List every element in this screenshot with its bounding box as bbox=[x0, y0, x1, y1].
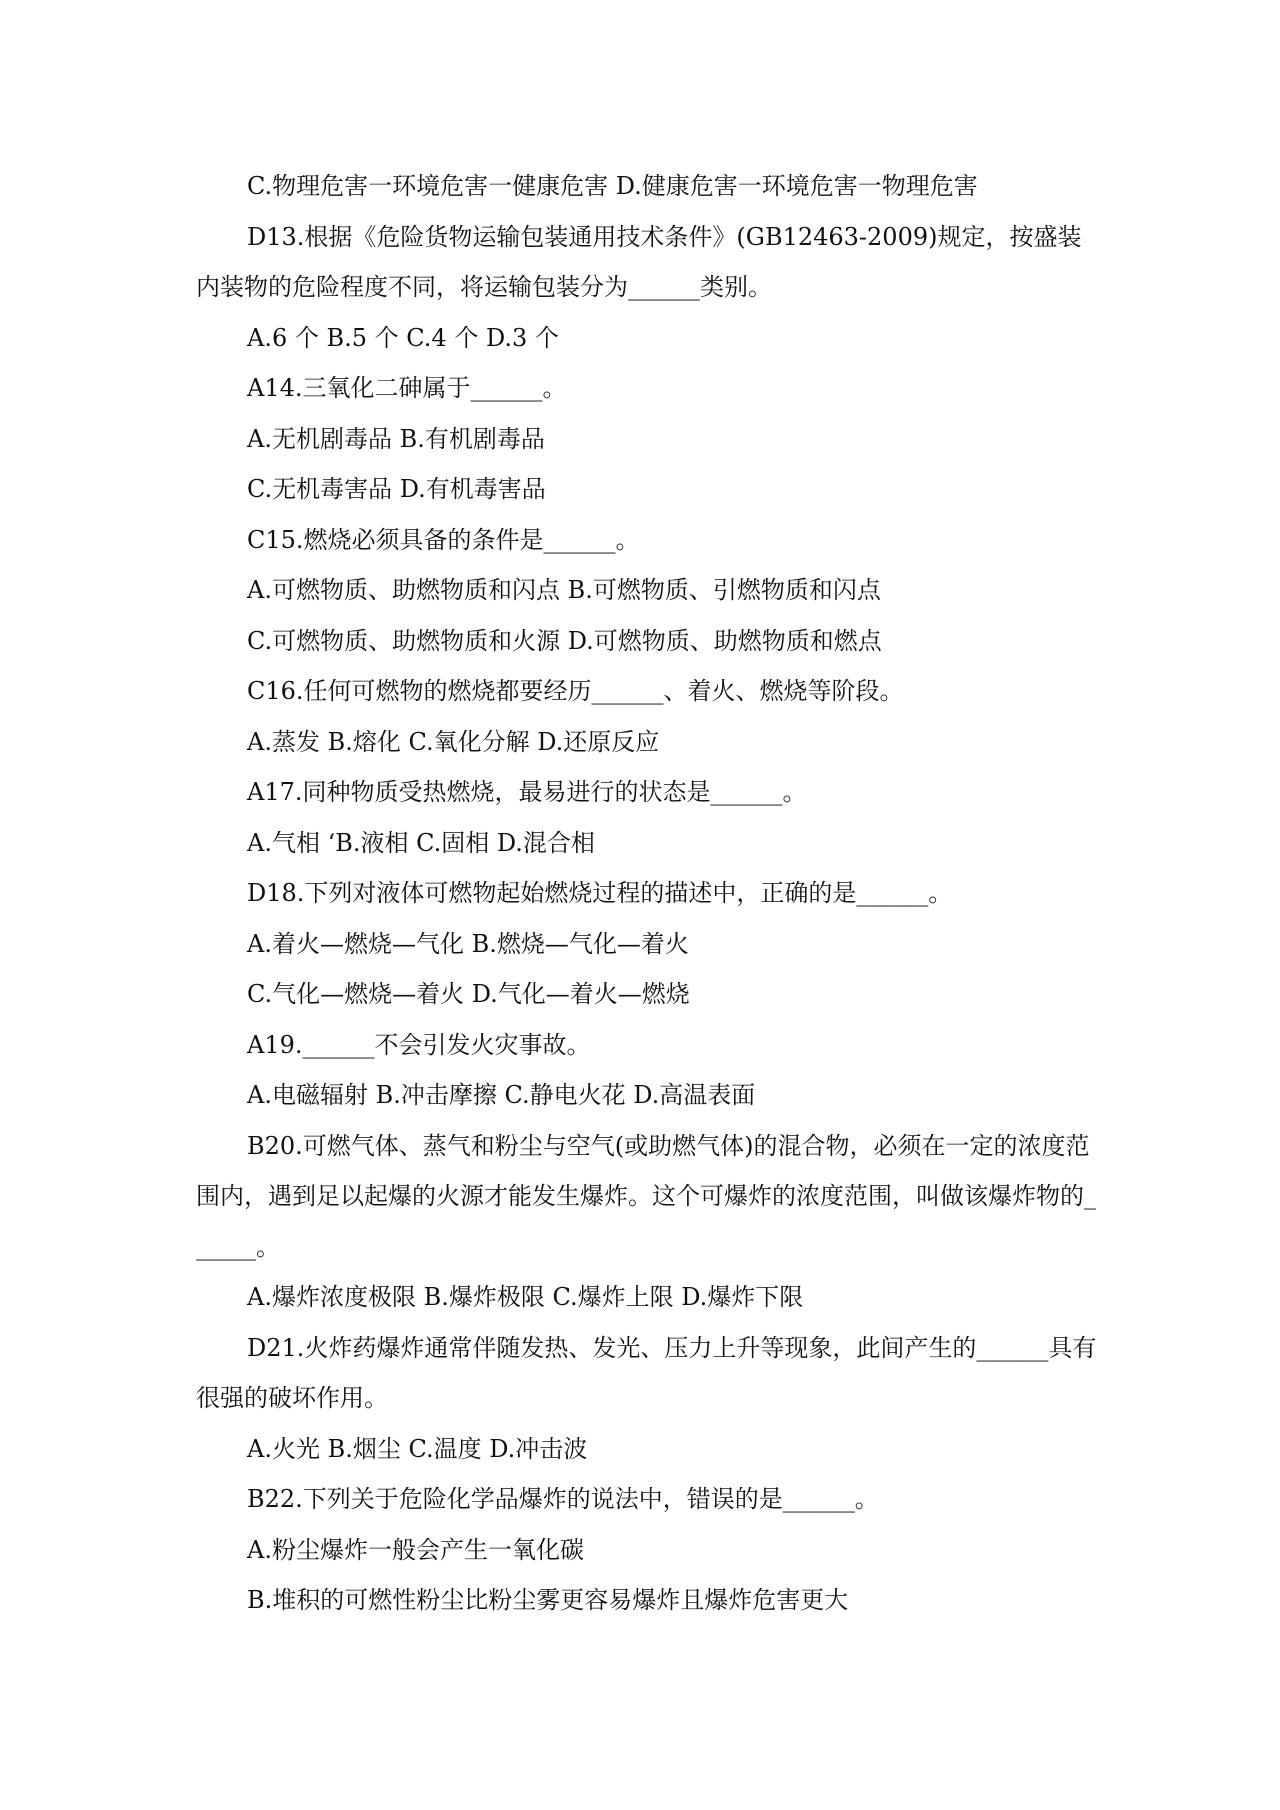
answer-options-q21: A.火光 B.烟尘 C.温度 D.冲击波 bbox=[247, 1434, 588, 1463]
question-19: A19.______不会引发火灾事故。 bbox=[247, 1030, 591, 1059]
question-16: C16.任何可燃物的燃烧都要经历______、着火、燃烧等阶段。 bbox=[247, 677, 904, 705]
answer-options-q13: A.6 个 B.5 个 C.4 个 D.3 个 bbox=[247, 323, 559, 352]
answer-options-q15-ab: A.可燃物质、助燃物质和闪点 B.可燃物质、引燃物质和闪点 bbox=[247, 576, 881, 604]
answer-options-q15-cd: C.可燃物质、助燃物质和火源 D.可燃物质、助燃物质和燃点 bbox=[247, 626, 882, 655]
answer-options-q18-cd: C.气化—燃烧—着火 D.气化—着火—燃烧 bbox=[247, 980, 690, 1008]
answer-option-q22-a: A.粉尘爆炸一般会产生一氧化碳 bbox=[247, 1535, 584, 1564]
question-18: D18.下列对液体可燃物起始燃烧过程的描述中，正确的是______。 bbox=[247, 879, 953, 907]
question-14: A14.三氧化二砷属于______。 bbox=[247, 374, 567, 402]
answer-options-q12-cd: C.物理危害一环境危害一健康危害 D.健康危害一环境危害一物理危害 bbox=[247, 172, 978, 200]
question-17: A17.同种物质受热燃烧，最易进行的状态是______。 bbox=[247, 778, 807, 806]
question-13: D13.根据《危险货物运输包装通用技术条件》(GB12463-2009)规定，按盛装内装物的危险程度不同，将运输包装分为______类别。 bbox=[196, 222, 1082, 301]
question-22: B22.下列关于危险化学品爆炸的说法中，错误的是______。 bbox=[247, 1485, 879, 1513]
answer-options-q18-ab: A.着火—燃烧—气化 B.燃烧—气化—着火 bbox=[247, 929, 689, 958]
answer-options-q20: A.爆炸浓度极限 B.爆炸极限 C.爆炸上限 D.爆炸下限 bbox=[247, 1283, 804, 1311]
answer-option-q22-b: B.堆积的可燃性粉尘比粉尘雾更容易爆炸且爆炸危害更大 bbox=[247, 1586, 849, 1614]
answer-options-q14-ab: A.无机剧毒品 B.有机剧毒品 bbox=[247, 424, 545, 453]
answer-options-q16: A.蒸发 B.熔化 C.氧化分解 D.还原反应 bbox=[247, 727, 660, 756]
answer-options-q19: A.电磁辐射 B.冲击摩擦 C.静电火花 D.高温表面 bbox=[247, 1081, 756, 1109]
question-21: D21.火炸药爆炸通常伴随发热、发光、压力上升等现象，此间产生的______具有很强的破坏作用。 bbox=[196, 1333, 1097, 1412]
question-15: C15.燃烧必须具备的条件是______。 bbox=[247, 525, 640, 554]
document-body bbox=[196, 161, 1100, 1626]
question-20: B20.可燃气体、蒸气和粉尘与空气(或助燃气体)的混合物，必须在一定的浓度范围内，遇到足以起爆的火源才能发生爆炸。这个可爆炸的浓度范围，叫做该爆炸物的______。 bbox=[196, 1131, 1096, 1261]
answer-options-q14-cd: C.无机毒害品 D.有机毒害品 bbox=[247, 475, 546, 503]
answer-options-q17: A.气相 ‘B.液相 C.固相 D.混合相 bbox=[247, 828, 595, 857]
